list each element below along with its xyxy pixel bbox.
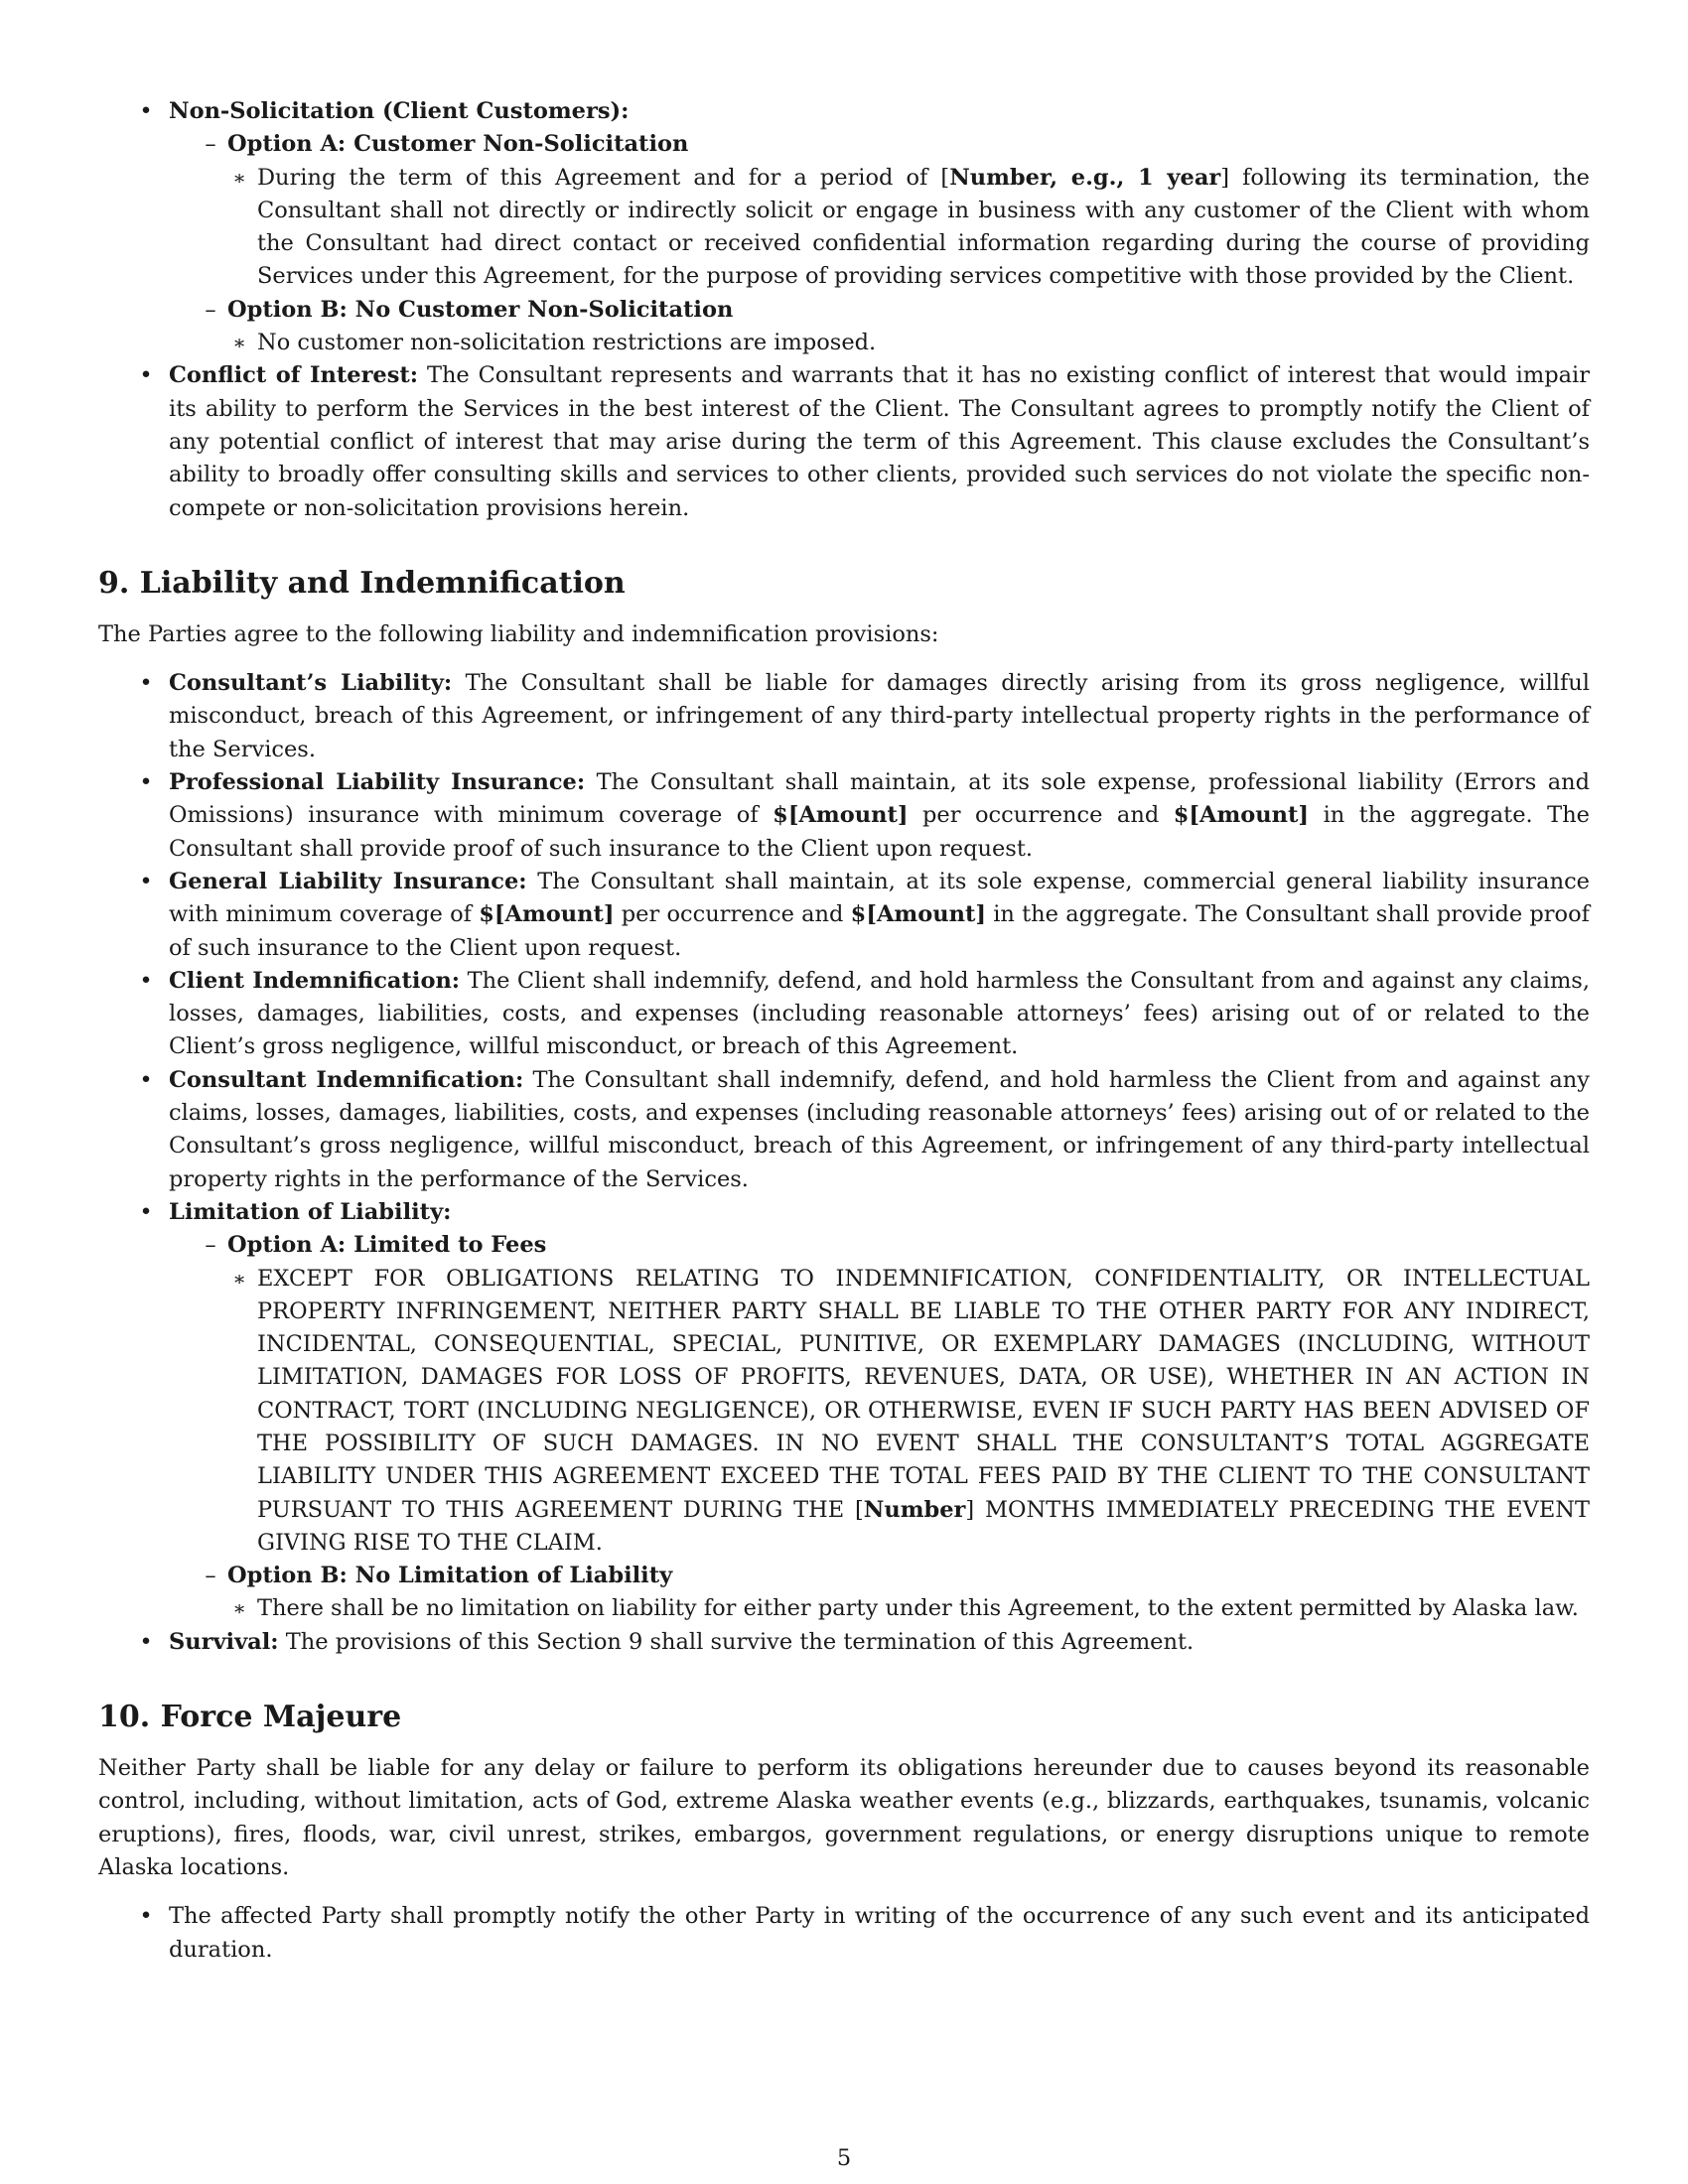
option-heading: Option A: Customer Non-Solicitation — [227, 131, 689, 158]
list-item — [169, 1560, 1590, 1626]
section-10-list — [98, 1900, 1590, 1967]
section-9-list — [98, 667, 1590, 1659]
item-heading: Survival: — [169, 1628, 279, 1655]
placeholder-term: $[Amount] — [773, 802, 909, 829]
section-paragraph: Neither Party shall be liable for any delay or failure to perform its obligations hereunder due to causes beyond its reasonable control, including, without limitation, acts of God, extreme Alaska weather events (e.g., blizzards, earthquakes, tsunamis, volcanic eruptions), fires, floods, war, civil unrest, strikes, embargos, government regulations, or energy disruptions unique to remote Alaska locations. — [98, 1755, 1590, 1880]
option-heading: Option A: Limited to Fees — [227, 1232, 547, 1259]
item-text: The Client shall indemnify, defend, and hold harmless the Consultant from and against any claims, losses, damages, liabilities, costs, and expenses (including reasonable attorneys’ fees) arising out of or related to the Client’s gross negligence, willful misconduct, or breach of this Agreement. — [169, 967, 1590, 1060]
item-text: The Consultant shall be liable for damages directly arising from its gross negligence, willful misconduct, breach of this Agreement, or infringement of any third-party intellectual property rights in the performance of the Services. — [169, 670, 1590, 762]
list-item — [98, 1064, 1590, 1196]
placeholder-term: $[Amount] — [479, 901, 615, 928]
placeholder-term: $[Amount] — [1173, 802, 1310, 829]
page-number: 5 — [836, 2145, 852, 2171]
sublist — [169, 1229, 1590, 1626]
placeholder-term: Number, e.g., 1 year — [949, 164, 1221, 191]
item-text: per occurrence and — [908, 802, 1174, 829]
item-text: The Consultant shall indemnify, defend, and hold harmless the Client from and against any claims, losses, damages, liabilities, costs, and expenses (including reasonable attorneys’ fees) arising out of or related to the Consultant’s gross negligence, willful misconduct, breach of this Agreement, or infringement of any third-party intellectual property rights in the performance of the Services. — [169, 1066, 1590, 1192]
item-text: in the aggregate. The Consultant shall provide proof of such insurance to the Client upon request. — [169, 802, 1590, 862]
sublist — [169, 128, 1590, 359]
bullet-marker: • — [139, 1903, 153, 1930]
sublist — [227, 1592, 1590, 1625]
dash-marker: – — [205, 131, 216, 158]
dash-marker: – — [205, 1232, 216, 1259]
item-heading: Non-Solicitation (Client Customers): — [169, 98, 630, 124]
item-text: The Consultant represents and warrants that it has no existing conflict of interest that would impair its ability to perform the Services in the best interest of the Client. The Consultant agrees to promptly notify the Client of any potential conflict of interest that may arise during the term of this Agreement. This clause excludes the Consultant’s ability to broadly offer consulting skills and services to other clients, provided such services do not violate the specific non-compete or non-solicitation provisions herein. — [169, 362, 1590, 521]
list-item — [98, 667, 1590, 766]
dash-marker: – — [205, 296, 216, 323]
item-text: The provisions of this Section 9 shall survive the termination of this Agreement. — [278, 1628, 1195, 1655]
bullet-marker: • — [139, 1628, 153, 1655]
item-text: No customer non-solicitation restrictions are imposed. — [257, 330, 877, 356]
bullet-marker: • — [139, 670, 153, 697]
list-item — [227, 1263, 1590, 1561]
section-intro: The Parties agree to the following liability and indemnification provisions: — [98, 620, 939, 647]
bullet-marker: • — [139, 98, 153, 124]
list-item — [98, 1196, 1590, 1626]
star-marker: ∗ — [232, 165, 246, 190]
list-item — [98, 866, 1590, 965]
item-text: in the aggregate. The Consultant shall provide proof of such insurance to the Client upon request. — [169, 901, 1590, 961]
bullet-marker: • — [139, 769, 153, 796]
item-text: The Consultant shall maintain, at its sole expense, professional liability (Errors and Omissions) insurance with minimum coverage of — [169, 769, 1591, 829]
item-heading: Professional Liability Insurance: — [169, 769, 586, 796]
sublist — [227, 162, 1590, 294]
list-item — [98, 95, 1590, 359]
item-heading: Consultant’s Liability: — [169, 670, 453, 697]
item-text: EXCEPT FOR OBLIGATIONS RELATING TO INDEMNIFICATION, CONFIDENTIALITY, OR INTELLECTUAL PROPERTY INFRINGEMENT, NEITHER PARTY SHALL BE LIABLE TO THE OTHER PARTY FOR ANY INDIRECT, INCIDENTAL, CONSEQUENTIAL, SPECIAL, PUNITIVE, OR EXEMPLARY DAMAGES (INCLUDING, WITHOUT LIMITATION, DAMAGES FOR LOSS OF PROFITS, REVENUES, DATA, OR USE), WHETHER IN AN ACTION IN CONTRACT, TORT (INCLUDING NEGLIGENCE), OR OTHERWISE, EVEN IF SUCH PARTY HAS BEEN ADVISED OF THE POSSIBILITY OF SUCH DAMAGES. IN NO EVENT SHALL THE CONSULTANT’S TOTAL AGGREGATE LIABILITY UNDER THIS AGREEMENT EXCEED THE TOTAL FEES PAID BY THE CLIENT TO THE CONSULTANT PURSUANT TO THIS AGREEMENT DURING THE [ — [257, 1265, 1590, 1523]
item-heading: Consultant Indemnification: — [169, 1066, 524, 1093]
section-heading: 9. Liability and Indemnification — [98, 565, 626, 601]
list-item — [169, 294, 1590, 360]
list-item — [169, 128, 1590, 293]
sublist — [227, 327, 1590, 359]
item-text: The affected Party shall promptly notify the other Party in writing of the occurrence of any such event and its anticipated duration. — [169, 1903, 1590, 1963]
item-text: The Consultant shall maintain, at its sole expense, commercial general liability insurance with minimum coverage of — [169, 868, 1590, 928]
list-item — [98, 766, 1590, 866]
item-text: ] following its termination, the Consultant shall not directly or indirectly solicit or engage in business with any customer of the Client with whom the Consultant had direct contact or received confidential information regarding during the course of providing Services under this Agreement, for the purpose of providing services competitive with those provided by the Client. — [257, 164, 1590, 290]
placeholder-term: $[Amount] — [850, 901, 987, 928]
list-item — [98, 1626, 1590, 1659]
option-heading: Option B: No Limitation of Liability — [227, 1563, 673, 1589]
bullet-marker: • — [139, 362, 153, 389]
list-item — [98, 359, 1590, 524]
item-text: There shall be no limitation on liability for either party under this Agreement, to the extent permitted by Alaska law. — [257, 1595, 1579, 1622]
list-item — [227, 162, 1590, 294]
list-item — [98, 1900, 1590, 1967]
dash-marker: – — [205, 1563, 216, 1589]
bullet-marker: • — [139, 1198, 153, 1225]
item-heading: General Liability Insurance: — [169, 868, 527, 894]
option-heading: Option B: No Customer Non-Solicitation — [227, 296, 734, 323]
section-8-list — [98, 95, 1590, 525]
star-marker: ∗ — [232, 331, 246, 355]
list-item — [227, 1592, 1590, 1625]
list-item — [169, 1229, 1590, 1560]
list-item — [227, 327, 1590, 359]
item-text: ] MONTHS IMMEDIATELY PRECEDING THE EVENT GIVING RISE TO THE CLAIM. — [257, 1496, 1590, 1556]
bullet-marker: • — [139, 967, 153, 994]
list-item — [98, 965, 1590, 1064]
sublist — [227, 1263, 1590, 1561]
document-page — [98, 95, 1590, 1967]
item-text: During the term of this Agreement and for a period of [ — [257, 164, 950, 191]
section-heading: 10. Force Majeure — [98, 1700, 402, 1735]
item-heading: Client Indemnification: — [169, 967, 461, 994]
placeholder-term: Number — [863, 1496, 966, 1523]
bullet-marker: • — [139, 868, 153, 894]
bullet-marker: • — [139, 1066, 153, 1093]
item-heading: Limitation of Liability: — [169, 1198, 452, 1225]
item-text: per occurrence and — [614, 901, 851, 928]
star-marker: ∗ — [232, 1266, 246, 1291]
item-heading: Conflict of Interest: — [169, 362, 419, 389]
star-marker: ∗ — [232, 1596, 246, 1621]
